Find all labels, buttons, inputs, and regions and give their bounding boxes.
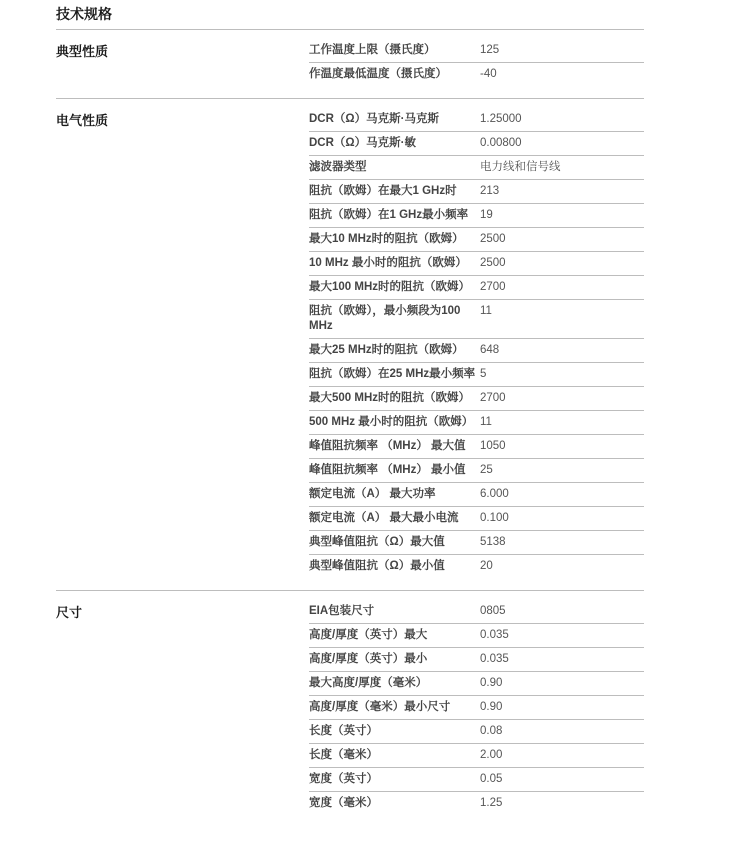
spec-label: 额定电流（A） 最大功率	[309, 488, 436, 500]
spec-label: 最大高度/厚度（毫米）	[309, 677, 428, 689]
section-typical-properties	[56, 30, 644, 99]
spec-row	[309, 252, 644, 276]
spec-value: 11	[480, 305, 492, 317]
spec-row	[309, 768, 644, 792]
spec-value: 1.25000	[480, 113, 522, 125]
spec-value: 0.035	[480, 653, 509, 665]
spec-label: 阻抗（欧姆），最小频段为100 MHz	[309, 305, 461, 332]
spec-label: 典型峰值阻抗（Ω）最大值	[309, 536, 445, 548]
spec-row	[309, 483, 644, 507]
spec-label: 高度/厚度（英寸）最大	[309, 629, 428, 641]
spec-row	[309, 792, 644, 815]
spec-label: 滤波器类型	[309, 161, 367, 173]
spec-row	[309, 696, 644, 720]
spec-label: 工作温度上限（摄氏度）	[309, 44, 436, 56]
spec-row	[309, 459, 644, 483]
spec-value: 0.00800	[480, 137, 522, 149]
spec-row	[309, 411, 644, 435]
spec-value: 0.90	[480, 701, 503, 713]
spec-value: 2700	[480, 281, 506, 293]
spec-label: 10 MHz 最小时的阻抗（欧姆）	[309, 257, 467, 269]
spec-value: 2500	[480, 233, 506, 245]
spec-row	[309, 387, 644, 411]
spec-label: 最大100 MHz时的阻抗（欧姆）	[309, 281, 471, 293]
spec-label: 最大500 MHz时的阻抗（欧姆）	[309, 392, 471, 404]
spec-row	[309, 300, 644, 339]
spec-label: 最大25 MHz时的阻抗（欧姆）	[309, 344, 464, 356]
spec-table	[309, 99, 644, 590]
spec-value: 2500	[480, 257, 506, 269]
spec-value: 1050	[480, 440, 506, 452]
spec-label: 长度（毫米）	[309, 749, 378, 761]
spec-row	[309, 108, 644, 132]
spec-row	[309, 744, 644, 768]
spec-row	[309, 204, 644, 228]
section-heading: 尺寸	[56, 605, 83, 620]
spec-value: 213	[480, 185, 500, 197]
spec-row	[309, 531, 644, 555]
spec-value: 0805	[480, 605, 506, 617]
section-dimensions	[56, 591, 644, 815]
spec-label: 500 MHz 最小时的阻抗（欧姆）	[309, 416, 474, 428]
spec-value: 11	[480, 416, 492, 428]
spec-row	[309, 132, 644, 156]
spec-row	[309, 600, 644, 624]
spec-row	[309, 39, 644, 63]
spec-value: 2700	[480, 392, 506, 404]
spec-row	[309, 720, 644, 744]
spec-value: 5138	[480, 536, 506, 548]
spec-table	[309, 591, 644, 815]
spec-value: 25	[480, 464, 493, 476]
spec-row	[309, 228, 644, 252]
spec-label: 额定电流（A） 最大最小电流	[309, 512, 459, 524]
spec-label: 阻抗（欧姆）在25 MHz最小频率	[309, 368, 476, 380]
spec-label: 作温度最低温度（摄氏度）	[309, 68, 447, 80]
spec-row	[309, 435, 644, 459]
spec-value: 5	[480, 368, 487, 380]
spec-row	[309, 555, 644, 578]
spec-value: 2.00	[480, 749, 503, 761]
spec-label: 峰值阻抗频率 （MHz） 最小值	[309, 464, 466, 476]
spec-value: 19	[480, 209, 493, 221]
spec-value: 0.100	[480, 512, 509, 524]
spec-label: 高度/厚度（毫米）最小尺寸	[309, 701, 451, 713]
spec-label: EIA包装尺寸	[309, 605, 375, 617]
spec-row	[309, 156, 644, 180]
spec-value: 0.90	[480, 677, 503, 689]
spec-value: 6.000	[480, 488, 509, 500]
spec-row	[309, 624, 644, 648]
spec-label: 典型峰值阻抗（Ω）最小值	[309, 560, 445, 572]
spec-value: 电力线和信号线	[480, 161, 561, 173]
spec-label: 阻抗（欧姆）在最大1 GHz时	[309, 185, 457, 197]
spec-row	[309, 276, 644, 300]
section-electrical-properties	[56, 99, 644, 591]
spec-label: 最大10 MHz时的阻抗（欧姆）	[309, 233, 464, 245]
spec-row	[309, 363, 644, 387]
spec-row	[309, 507, 644, 531]
spec-label: DCR（Ω）马克斯·马克斯	[309, 113, 439, 125]
spec-row	[309, 648, 644, 672]
spec-value: 0.035	[480, 629, 509, 641]
page-title: 技术规格	[56, 0, 644, 30]
spec-label: 宽度（毫米）	[309, 797, 378, 809]
spec-value: 1.25	[480, 797, 503, 809]
spec-label: 阻抗（欧姆）在1 GHz最小频率	[309, 209, 469, 221]
spec-label: 峰值阻抗频率 （MHz） 最大值	[309, 440, 466, 452]
spec-row	[309, 63, 644, 86]
spec-value: 125	[480, 44, 500, 56]
spec-value: 0.05	[480, 773, 503, 785]
spec-value: 0.08	[480, 725, 503, 737]
spec-row	[309, 180, 644, 204]
spec-value: 648	[480, 344, 500, 356]
spec-row	[309, 672, 644, 696]
spec-label: 宽度（英寸）	[309, 773, 378, 785]
spec-table	[309, 30, 644, 98]
section-heading: 典型性质	[56, 44, 109, 59]
spec-label: 高度/厚度（英寸）最小	[309, 653, 428, 665]
spec-row	[309, 339, 644, 363]
spec-label: DCR（Ω）马克斯·敏	[309, 137, 416, 149]
spec-value: 20	[480, 560, 493, 572]
spec-value: -40	[480, 68, 497, 80]
spec-label: 长度（英寸）	[309, 725, 378, 737]
section-heading: 电气性质	[56, 113, 109, 128]
